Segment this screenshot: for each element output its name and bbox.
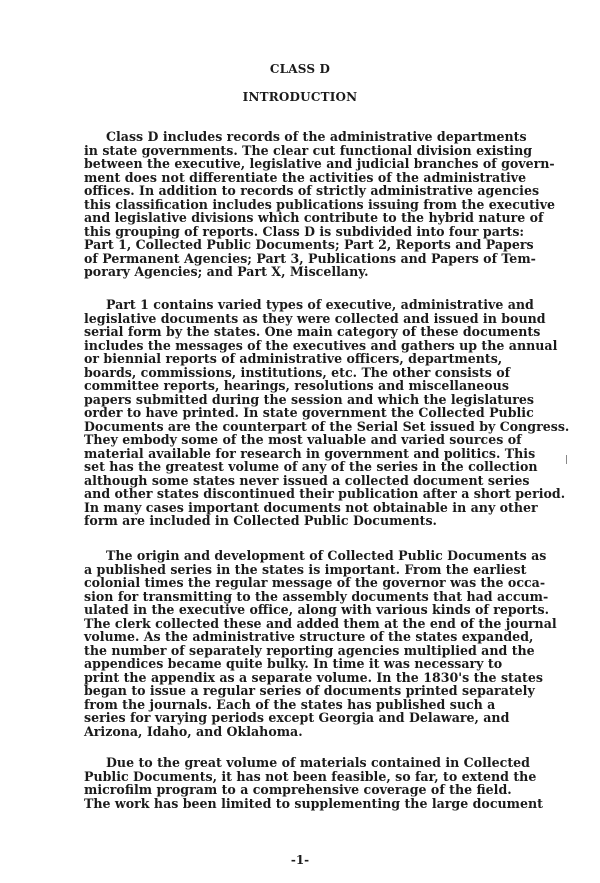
text-line: from the journals. Each of the states has published such a — [84, 696, 496, 712]
text-line: of Permanent Agencies; Part 3, Publications and Papers of Tem- — [84, 250, 536, 266]
text-line: papers submitted during the session and which the legislatures — [84, 391, 534, 407]
text-line: colonial times the regular message of the governor was the occa- — [84, 575, 546, 590]
text-line: this classification includes publications issuing from the executive — [84, 196, 556, 212]
text-line: includes the messages of the executives and gathers up the annual — [84, 337, 558, 353]
page-number: -1- — [290, 853, 310, 867]
text-line: porary Agencies; and Part X, Miscellany. — [84, 264, 369, 279]
text-line: sion for transmitting to the assembly documents that had accum- — [84, 588, 549, 604]
text-line: ulated in the executive office, along with various kinds of reports. — [84, 602, 549, 617]
text-line: The work has been limited to supplementing the large document — [84, 795, 543, 811]
text-line: although some states never issued a collected document series — [84, 472, 530, 488]
text-line: boards, commissions, institutions, etc. The other consists of — [84, 364, 511, 380]
text-line: ment does not differentiate the activities of the administrative — [84, 169, 527, 185]
text-line: serial form by the states. One main category of these documents — [84, 324, 541, 339]
text-line: legislative documents as they were collected and issued in bound — [84, 310, 546, 326]
text-line: series for varying periods except Georgia and Delaware, and — [84, 710, 510, 725]
text-line: microfilm program to a comprehensive coverage of the field. — [84, 782, 512, 797]
text-line: order to have printed. In state government the Collected Public — [84, 405, 534, 420]
paragraph-class-d-overview — [84, 129, 556, 279]
text-line: In many cases important documents not obtainable in any other — [84, 499, 538, 515]
text-line: or biennial reports of administrative officers, departments, — [84, 351, 503, 366]
paragraph-microfilm-program — [84, 756, 544, 810]
text-line: between the executive, legislative and judicial branches of govern- — [84, 156, 555, 171]
text-line: and other states discontinued their publication after a short period. — [84, 486, 566, 501]
section-heading: INTRODUCTION — [242, 90, 358, 104]
paragraph-part-1-contents — [84, 297, 570, 528]
text-line: Documents are the counterpart of the Serial Set issued by Congress. — [84, 418, 570, 434]
class-heading: CLASS D — [269, 62, 331, 76]
text-line: The origin and development of Collected Public Documents as — [106, 548, 547, 563]
text-line: set has the greatest volume of any of the series in the collection — [84, 459, 538, 474]
text-line: Arizona, Idaho, and Oklahoma. — [84, 723, 303, 739]
text-line: form are included in Collected Public Documents. — [84, 513, 437, 528]
text-line: Due to the great volume of materials contained in Collected — [106, 755, 530, 770]
text-line: began to issue a regular series of documents printed separately — [84, 683, 535, 698]
text-line: print the appendix as a separate volume. In the 1830's the states — [84, 669, 543, 685]
text-line: the number of separately reporting agencies multiplied and the — [84, 642, 535, 658]
text-line: a published series in the states is important. From the earliest — [84, 561, 527, 577]
text-line: material available for research in government and politics. This — [84, 445, 536, 461]
text-line: in state governments. The clear cut functional division existing — [84, 142, 533, 158]
text-line: Part 1, Collected Public Documents; Part 2, Reports and Papers — [84, 237, 534, 252]
text-line: Part 1 contains varied types of executive, administrative and — [106, 297, 534, 312]
text-line: Class D includes records of the administrative departments — [106, 129, 527, 144]
paragraph-origin-development — [84, 548, 557, 739]
text-line: this grouping of reports. Class D is subdivided into four parts: — [84, 223, 525, 239]
text-line: offices. In addition to records of strictly administrative agencies — [84, 183, 540, 198]
text-line: and legislative divisions which contribute to the hybrid nature of — [84, 210, 544, 225]
text-line: committee reports, hearings, resolutions and miscellaneous — [84, 378, 509, 393]
text-line: The clerk collected these and added them at the end of the journal — [84, 615, 557, 631]
margin-mark — [566, 455, 567, 464]
text-line: appendices became quite bulky. In time it was necessary to — [84, 656, 503, 671]
text-line: volume. As the administrative structure of the states expanded, — [84, 629, 534, 644]
text-line: Public Documents, it has not been feasible, so far, to extend the — [84, 768, 537, 784]
text-line: They embody some of the most valuable and varied sources of — [84, 432, 522, 447]
